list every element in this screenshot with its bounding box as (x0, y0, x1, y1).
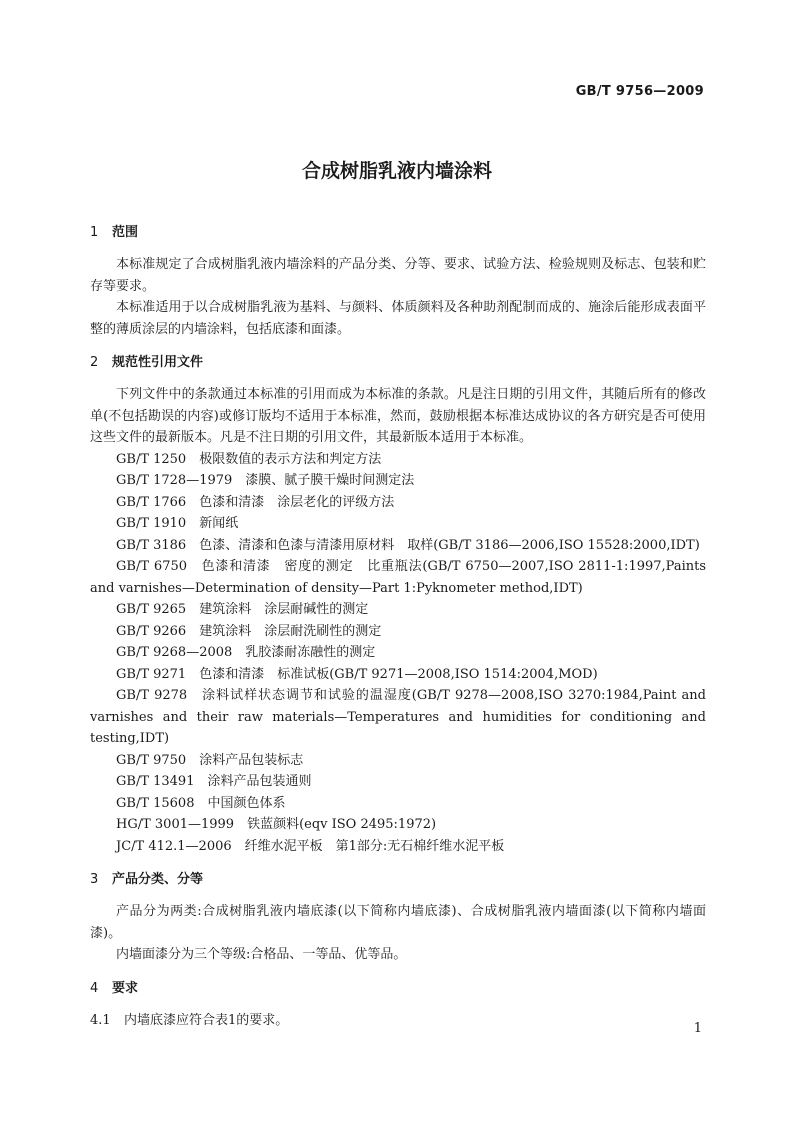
section-title: 要求 (112, 980, 139, 996)
reference-item: GB/T 9271 色漆和清漆 标准试板(GB/T 9271—2008,ISO 1514:2004,MOD) (116, 666, 598, 682)
section-title: 范围 (112, 225, 139, 240)
section-4-heading (90, 978, 706, 1000)
reference-item: GB/T 1728—1979 漆膜、腻子膜干燥时间测定法 (116, 473, 415, 488)
reference-item: GB/T 1910 新闻纸 (116, 516, 239, 531)
clause-text: 内墙底漆应符合表1的要求。 (124, 1012, 289, 1028)
paragraph: 内墙面漆分为三个等级:合格品、一等品、优等品。 (116, 947, 407, 962)
section-number: 2 (90, 355, 99, 370)
paragraph: 产品分为两类:合成树脂乳液内墙底漆(以下简称内墙底漆)、合成树脂乳液内墙面漆(以下简称内墙面漆)。 (90, 904, 706, 941)
document-body (90, 222, 706, 1032)
reference-item: GB/T 15608 中国颜色体系 (116, 795, 286, 811)
standard-number: GB/T 9756—2009 (575, 84, 704, 99)
section-number: 3 (90, 872, 99, 887)
reference-item: JC/T 412.1—2006 纤维水泥平板 第1部分:无石棉纤维水泥平板 (116, 838, 505, 854)
reference-item: HG/T 3001—1999 铁蓝颜料(eqv ISO 2495:1972) (116, 817, 437, 832)
section-2-heading (90, 352, 706, 374)
reference-item: GB/T 9268—2008 乳胶漆耐冻融性的测定 (116, 645, 376, 660)
document-title: 合成树脂乳液内墙涂料 (301, 160, 492, 182)
section-title: 产品分类、分等 (112, 872, 204, 887)
clause-number: 4.1 (90, 1012, 111, 1028)
paragraph: 下列文件中的条款通过本标准的引用而成为本标准的条款。凡是注日期的引用文件，其随后所有的修改单(不包括勘误的内容)或修订版均不适用于本标准，然而，鼓励根据本标准达成协议的各方研究是否可使用这些文件的最新版本。凡是不注日期的引用文件，其最新版本适用于本标准。 (90, 387, 706, 445)
reference-item: GB/T 1766 色漆和清漆 涂层老化的评级方法 (116, 494, 395, 510)
page-number: 1 (693, 1021, 702, 1036)
reference-item: GB/T 9750 涂料产品包装标志 (116, 752, 304, 768)
reference-item: GB/T 9265 建筑涂料 涂层耐碱性的测定 (116, 602, 369, 617)
section-number: 4 (90, 980, 99, 996)
reference-item: GB/T 13491 涂料产品包装通则 (116, 774, 312, 789)
section-number: 1 (90, 225, 99, 240)
paragraph: 本标准规定了合成树脂乳液内墙涂料的产品分类、分等、要求、试验方法、检验规则及标志、包装和贮存等要求。 (90, 257, 706, 294)
reference-item: GB/T 6750 色漆和清漆 密度的测定 比重瓶法(GB/T 6750—2007,ISO 2811-1:1997,Paints and varnishes—Determination of density—Part 1:Pyknometer method,IDT) (90, 559, 706, 596)
reference-item: GB/T 9278 涂料试样状态调节和试验的温湿度(GB/T 9278—2008,ISO 3270:1984,Paint and varnishes and their raw materials—Temperatures and humidities for conditioning and testing,IDT) (90, 688, 706, 746)
reference-item: GB/T 3186 色漆、清漆和色漆与清漆用原材料 取样(GB/T 3186—2006,ISO 15528:2000,IDT) (116, 537, 700, 553)
reference-item: GB/T 1250 极限数值的表示方法和判定方法 (116, 451, 382, 467)
section-title: 规范性引用文件 (112, 355, 204, 370)
section-1-heading (90, 222, 706, 244)
paragraph: 本标准适用于以合成树脂乳液为基料、与颜料、体质颜料及各种助剂配制而成的、施涂后能形成表面平整的薄质涂层的内墙涂料，包括底漆和面漆。 (90, 300, 706, 337)
section-3-heading (90, 869, 706, 891)
clause-4-1 (90, 1010, 706, 1032)
reference-item: GB/T 9266 建筑涂料 涂层耐洗刷性的测定 (116, 623, 382, 639)
